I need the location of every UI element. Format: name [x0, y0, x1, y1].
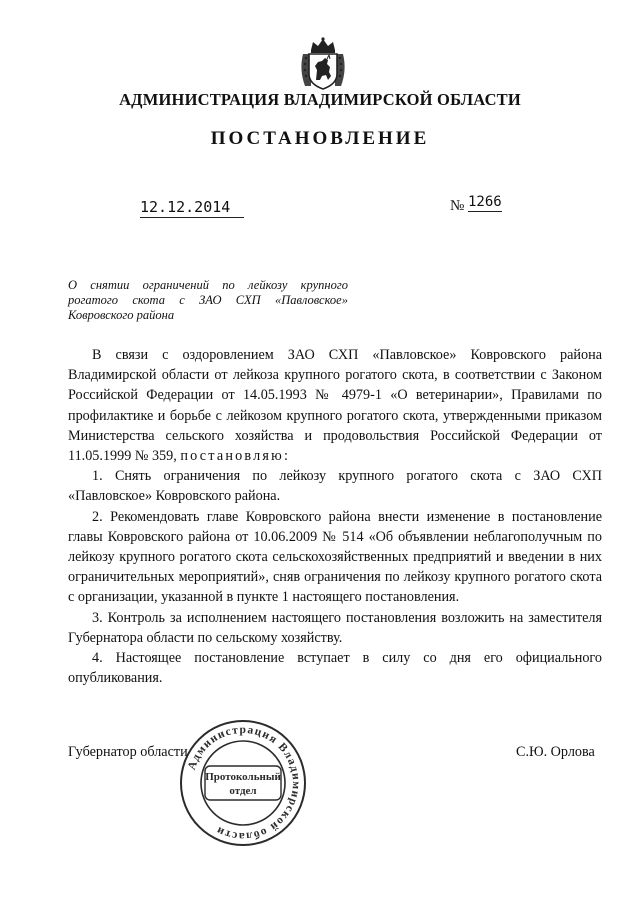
resolution-item-2: 2. Рекомендовать главе Ковровского района внести изменение в постановление главы Ковровского района от 10.06.2009 № 514 «Об объявлении неблагополучным по лейкозу крупного рогатого скота сельскохозяйственных предприятий и введении в них ограничительных мероприятий», сняв ограничения по лейкозу крупного рогатого скота с организации, указанной в пункте 1 настоящего постановления.: [68, 508, 602, 606]
subject-line: О снятии ограничений по лейкозу крупного: [68, 278, 348, 292]
stamp-center-line: отдел: [229, 785, 257, 797]
document-body: [68, 345, 602, 688]
subject-line: рогатого скота с ЗАО СХП «Павловское»: [68, 293, 348, 307]
stamp-ring-text: Администрация Владимирской области: [185, 723, 303, 843]
number-sign: №: [450, 198, 465, 214]
resolution-item-3: 3. Контроль за исполнением настоящего постановления возложить на заместителя Губернатора области по сельскому хозяйству.: [68, 609, 602, 646]
signer-name: С.Ю. Орлова: [516, 744, 595, 760]
resolution-item-1: 1. Снять ограничения по лейкозу крупного рогатого скота с ЗАО СХП «Павловское» Ковровского района.: [68, 468, 602, 505]
document-type-title: ПОСТАНОВЛЕНИЕ: [210, 128, 430, 149]
document-number: 1266: [468, 194, 502, 210]
intro-text: В связи с оздоровлением ЗАО СХП «Павловское» Ковровского района Владимирской области от лейкоза крупного рогатого скота, в соответствии с Законом Российской Федерации от 14.05.1993 № 4979-1 «О ветеринарии», Правилами по профилактике и борьбе с лейкозом крупного рогатого скота, утвержденными приказом Министерства сельского хозяйства и продовольствия Российской Федерации от 11.05.1999 № 359,: [68, 347, 602, 465]
intro-paragraph: [68, 345, 602, 466]
stamp-center-line: Протокольный: [205, 771, 281, 783]
agency-name: АДМИНИСТРАЦИЯ ВЛАДИМИРСКОЙ ОБЛАСТИ: [119, 90, 521, 109]
official-stamp: [176, 716, 310, 850]
document-subject: [68, 278, 348, 323]
coat-of-arms-icon: [295, 36, 351, 92]
resolve-word: постановляю:: [180, 448, 291, 465]
signer-role: Губернатор области: [68, 744, 188, 760]
resolution-item-4: 4. Настоящее постановление вступает в силу со дня его официального опубликования.: [68, 650, 602, 687]
document-date: 12.12.2014: [140, 198, 244, 218]
subject-line: Ковровского района: [68, 308, 175, 322]
